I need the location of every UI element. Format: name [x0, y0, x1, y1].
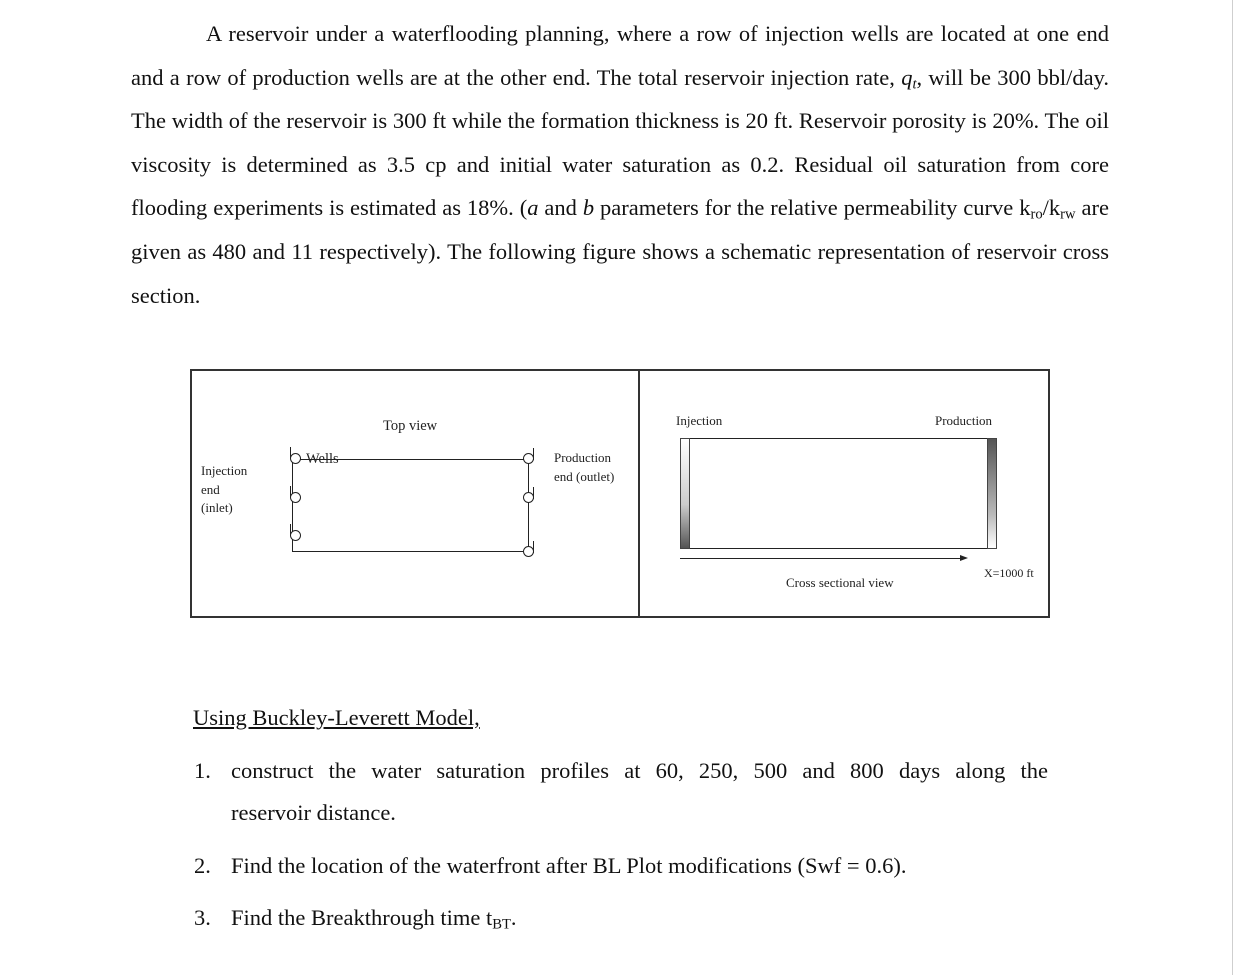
injection-well-stem	[290, 524, 291, 536]
x-axis-arrowhead	[960, 555, 968, 561]
figure-divider	[638, 369, 640, 618]
production-well-stem	[533, 487, 534, 499]
and-word: and	[538, 195, 583, 221]
problem-text-part2: , will be 300 bbl/day. The width of the reservoir is 300 ft while the formation thickness is 20 ft. Reservoir porosity is 20%. The oil viscosity is determined as 3.5 cp and initial water saturation as 0.2. Residual oil saturation from core flooding experiments is estimated as 18%. (	[131, 64, 1109, 221]
problem-statement	[131, 12, 1109, 317]
problem-text-part3: parameters for the relative permeability curve k	[594, 195, 1031, 221]
problem-text-part4: are given as 480 and 11 respectively). The following figure shows a schematic representation of reservoir cross section.	[131, 195, 1109, 308]
cross-section-reservoir	[680, 438, 997, 549]
b-symbol: b	[582, 195, 595, 221]
injection-well-stem	[290, 447, 291, 459]
injection-well-icon	[290, 453, 301, 464]
question-2-text: Find the location of the waterfront after BL Plot modifications (Swf = 0.6).	[231, 853, 907, 878]
production-well-stem	[533, 448, 534, 460]
top-view-reservoir	[292, 459, 529, 552]
injection-label: Injection	[676, 413, 723, 428]
question-2-number: 2.	[194, 853, 211, 878]
page-edge	[1232, 0, 1233, 975]
injection-end-line3: (inlet)	[201, 500, 233, 515]
injection-well-stem	[290, 486, 291, 498]
production-end-line1: Production	[554, 450, 612, 465]
problem-text-part1: A reservoir under a waterflooding planning, where a row of injection wells are located at one end and a row of production wells are at the other end. The total reservoir injection rate,	[131, 21, 1109, 90]
production-well-stem	[533, 541, 534, 553]
injection-well-icon	[290, 530, 301, 541]
x-axis-line	[680, 558, 960, 559]
questions-heading: Using Buckley-Leverett Model,	[193, 705, 480, 730]
injection-end-line2: end	[201, 482, 220, 497]
injection-well-bar	[680, 438, 690, 549]
production-end-line2: end (outlet)	[554, 469, 615, 484]
question-3-text	[231, 903, 517, 933]
top-view-title: Top view	[383, 418, 438, 434]
a-symbol: a	[527, 195, 539, 221]
problem-paragraph	[131, 12, 1109, 317]
q-subscript: t	[912, 76, 917, 93]
question-3-subscript: BT	[492, 916, 511, 933]
production-well-bar	[987, 438, 997, 549]
question-1-line2: reservoir distance.	[231, 800, 396, 825]
cross-section-caption: Cross sectional view	[786, 575, 894, 590]
question-1-line1: construct the water saturation profiles at 60, 250, 500 and 800 days along the	[231, 758, 1048, 783]
question-3-text-before: Find the Breakthrough time t	[231, 905, 493, 930]
kro-subscript: ro	[1030, 207, 1043, 224]
wells-label: Wells	[306, 451, 339, 467]
injection-end-line1: Injection	[201, 463, 248, 478]
x-length-label: X=1000 ft	[984, 566, 1034, 580]
question-1-number: 1.	[194, 758, 211, 783]
question-3-text-after: .	[510, 905, 517, 930]
q-symbol: q	[901, 64, 913, 90]
injection-well-icon	[290, 492, 301, 503]
krw-subscript: rw	[1060, 207, 1076, 224]
question-1	[194, 756, 211, 786]
question-3-number: 3.	[194, 905, 211, 930]
slash-k: /k	[1042, 195, 1061, 221]
production-label: Production	[935, 413, 993, 428]
